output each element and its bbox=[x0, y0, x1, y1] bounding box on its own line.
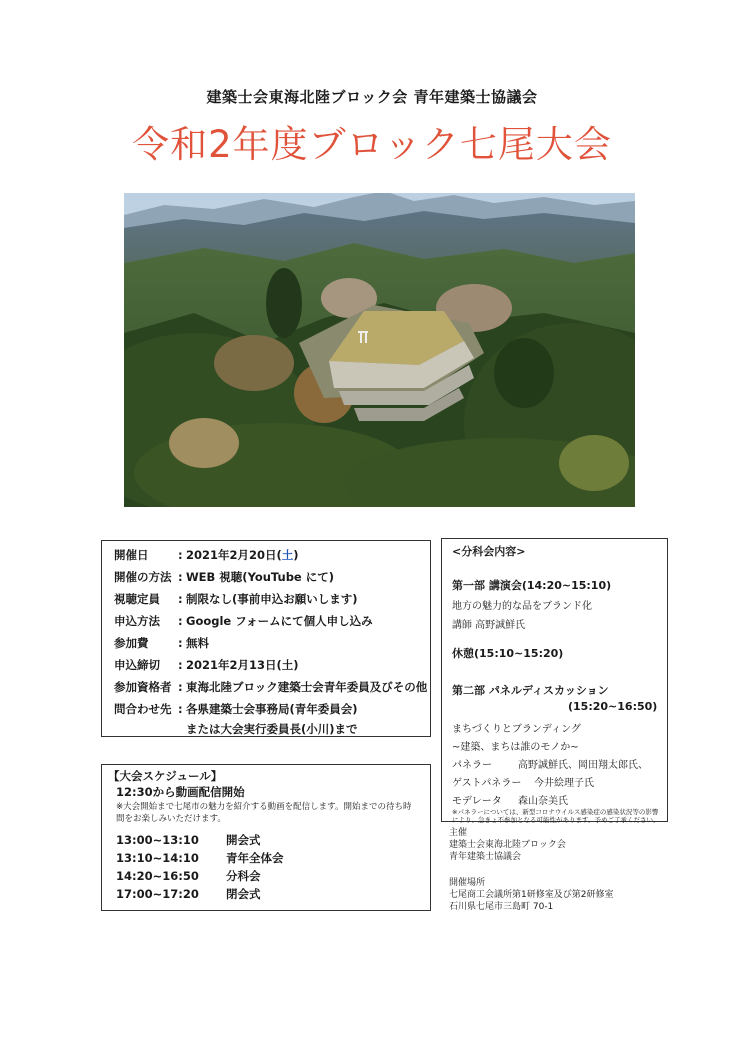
host-label: 主催 bbox=[449, 828, 468, 838]
info-label: 参加資格者 bbox=[114, 680, 172, 694]
info-label: 申込方法 bbox=[114, 614, 160, 628]
info-row-date: 開催日 : 2021年2月20日(土) bbox=[114, 548, 299, 562]
info-label: 開催の方法 bbox=[114, 570, 172, 584]
panelists-label: パネラー bbox=[452, 760, 492, 771]
host-line2: 青年建築士協議会 bbox=[449, 852, 522, 862]
schedule-event: 分科会 bbox=[226, 869, 261, 883]
host-line1: 建築士会東海北陸ブロック会 bbox=[449, 840, 566, 850]
info-value-suffix: ) bbox=[293, 548, 299, 562]
break-time: 休憩(15:10~15:20) bbox=[452, 647, 564, 660]
schedule-title: 【大会スケジュール】 bbox=[108, 769, 223, 783]
footer-info bbox=[449, 827, 689, 913]
info-label: 申込締切 bbox=[114, 658, 160, 672]
part2-heading: 第二部 パネルディスカッション bbox=[452, 684, 609, 697]
schedule-time: 14:20~16:50 bbox=[116, 869, 199, 883]
info-row-method: 開催の方法 : WEB 視聴(YouTube にて) bbox=[114, 570, 334, 584]
info-label: 参加費 bbox=[114, 636, 149, 650]
schedule-event: 開会式 bbox=[226, 833, 261, 847]
organizer-subtitle: 建築士会東海北陸ブロック会 青年建築士協議会 bbox=[206, 88, 538, 106]
schedule-item bbox=[116, 868, 261, 884]
part2-time: (15:20~16:50) bbox=[568, 700, 658, 713]
info-value: 2021年2月20日( bbox=[186, 548, 282, 562]
info-value: 東海北陸ブロック建築士会青年委員及びその他 bbox=[186, 680, 428, 694]
sessions-box bbox=[441, 538, 668, 822]
info-label: 視聴定員 bbox=[114, 592, 160, 606]
event-info-box bbox=[101, 540, 431, 737]
panelists: 高野誠鮮氏、岡田翔太郎氏、 bbox=[518, 760, 648, 771]
venue-label: 開催場所 bbox=[449, 878, 486, 888]
guest-panelist: 今井絵理子氏 bbox=[534, 778, 594, 789]
info-value: 制限なし(事前申込お願いします) bbox=[186, 592, 358, 606]
part1-speaker: 講師 高野誠鮮氏 bbox=[452, 620, 526, 631]
panel-note-line2: により、急きょ不参加となる可能性があります。予めご了承ください。 bbox=[452, 816, 660, 824]
panel-note-line1: ※パネラーについては、新型コロナウイルス感染症の感染状況等の影響 bbox=[452, 808, 659, 816]
weekday-highlight: 土 bbox=[281, 548, 294, 562]
info-label: 開催日 bbox=[114, 548, 149, 562]
schedule-box bbox=[101, 764, 431, 911]
castle-ruins-aerial-photo bbox=[124, 193, 635, 507]
info-row-contact: 問合わせ先 : 各県建築士会事務局(青年委員会) bbox=[114, 702, 358, 716]
info-value: 無料 bbox=[186, 636, 209, 650]
info-value: Google フォームにて個人申し込み bbox=[186, 614, 373, 628]
part1-heading: 第一部 講演会(14:20~15:10) bbox=[452, 579, 612, 592]
event-title: 令和2年度ブロック七尾大会 bbox=[132, 123, 612, 166]
info-value: WEB 視聴(YouTube にて) bbox=[186, 570, 334, 584]
schedule-item bbox=[116, 850, 284, 866]
info-row-deadline: 申込締切 : 2021年2月13日(土) bbox=[114, 658, 299, 672]
part1-topic: 地方の魅力的な品をブランド化 bbox=[452, 601, 592, 612]
schedule-item bbox=[116, 886, 261, 902]
venue-line1: 七尾商工会議所第1研修室及び第2研修室 bbox=[449, 890, 614, 900]
part2-topic: まちづくりとブランディング bbox=[452, 724, 581, 735]
info-row-application: 申込方法 : Google フォームにて個人申し込み bbox=[114, 614, 373, 628]
info-value: 各県建築士会事務局(青年委員会) bbox=[186, 702, 358, 716]
info-row-eligibility: 参加資格者 : 東海北陸ブロック建築士会青年委員及びその他 bbox=[114, 680, 428, 694]
schedule-time: 13:00~13:10 bbox=[116, 833, 199, 847]
moderator: 森山奈美氏 bbox=[518, 796, 568, 807]
schedule-event: 青年全体会 bbox=[226, 851, 284, 865]
venue-line2: 石川県七尾市三島町 70-1 bbox=[449, 902, 554, 912]
stream-start: 12:30から動画配信開始 bbox=[116, 785, 245, 799]
moderator-label: モデレータ bbox=[452, 796, 502, 807]
part2-subtopic: ~建築、まちは誰のモノか~ bbox=[452, 742, 579, 753]
schedule-event: 閉会式 bbox=[226, 887, 261, 901]
schedule-time: 17:00~17:20 bbox=[116, 887, 199, 901]
schedule-note-line1: ※大会開始まで七尾市の魅力を紹介する動画を配信します。開始までの待ち時 bbox=[116, 802, 412, 812]
sessions-title: <分科会内容> bbox=[452, 545, 526, 558]
info-contact-extra: または大会実行委員長(小川)まで bbox=[186, 722, 358, 736]
info-row-fee: 参加費 : 無料 bbox=[114, 636, 209, 650]
schedule-item bbox=[116, 832, 261, 848]
schedule-time: 13:10~14:10 bbox=[116, 851, 199, 865]
guest-label: ゲストパネラー bbox=[452, 778, 522, 789]
info-label: 問合わせ先 bbox=[114, 702, 172, 716]
info-row-capacity: 視聴定員 : 制限なし(事前申込お願いします) bbox=[114, 592, 358, 606]
info-value: 2021年2月13日(土) bbox=[186, 658, 299, 672]
schedule-note-line2: 間をお楽しみいただけます。 bbox=[116, 814, 226, 824]
